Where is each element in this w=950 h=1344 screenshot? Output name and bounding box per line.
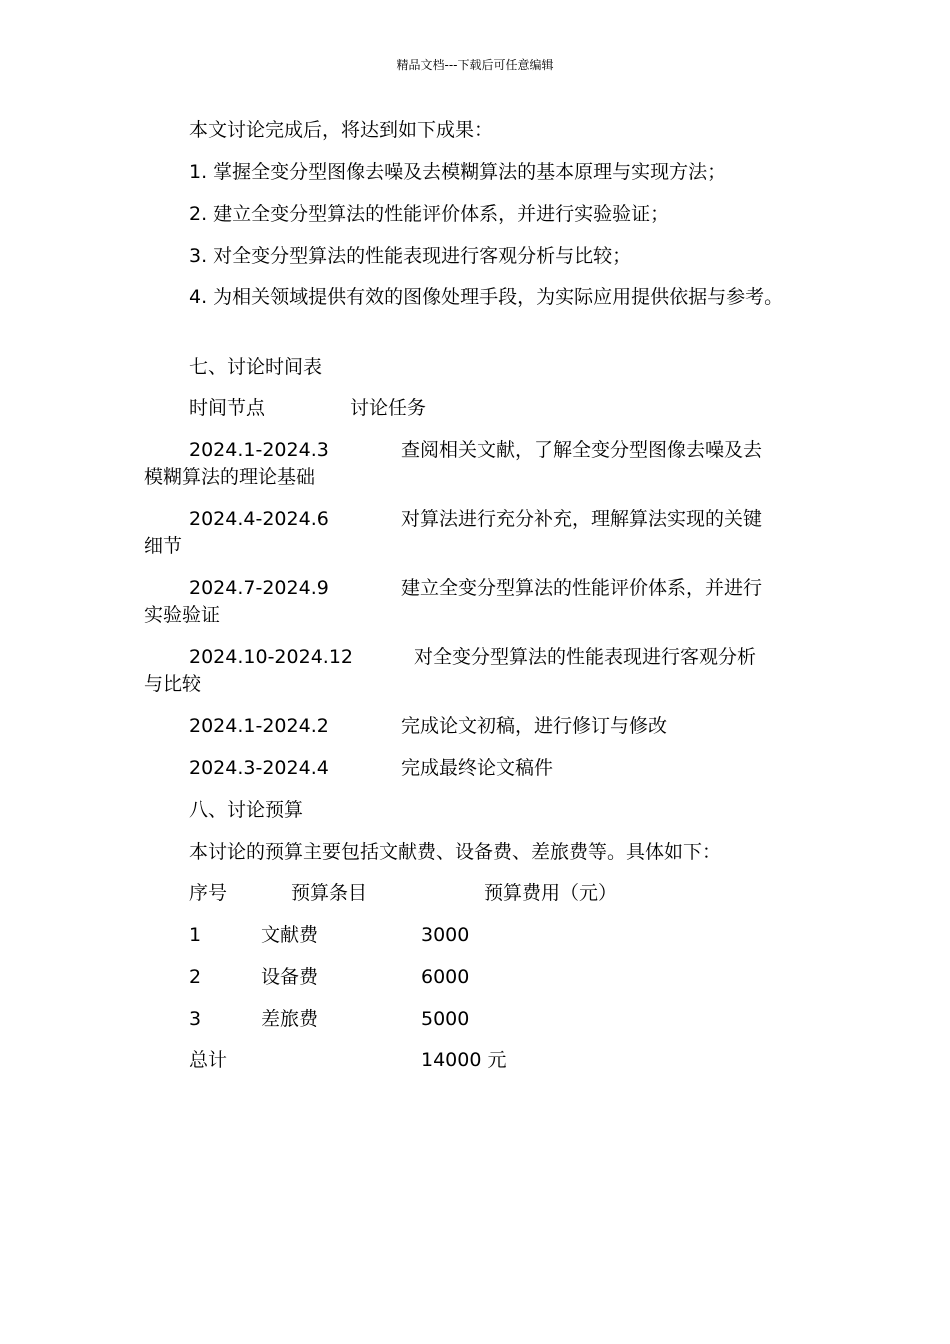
schedule-task: 建立全变分型算法的性能评价体系，并进行 [401, 577, 763, 599]
schedule-task-cont: 实验验证 [144, 604, 221, 626]
intro-paragraph: 本文讨论完成后，将达到如下成果： [189, 119, 494, 141]
budget-total-label: 总计 [189, 1049, 228, 1071]
outcome-item: 2. 建立全变分型算法的性能评价体系，并进行实验验证； [189, 203, 670, 225]
schedule-time: 2024.10-2024.12 [189, 646, 353, 668]
schedule-task-cont: 与比较 [144, 673, 202, 695]
budget-cost: 3000 [421, 924, 470, 946]
budget-intro: 本讨论的预算主要包括文献费、设备费、差旅费等。具体如下： [189, 841, 722, 863]
schedule-time: 2024.4-2024.6 [189, 508, 329, 530]
schedule-task: 对算法进行充分补充，理解算法实现的关键 [401, 508, 763, 530]
budget-item: 差旅费 [261, 1008, 319, 1030]
schedule-time: 2024.1-2024.2 [189, 715, 329, 737]
schedule-task-cont: 模糊算法的理论基础 [144, 466, 316, 488]
schedule-task: 完成论文初稿，进行修订与修改 [401, 715, 668, 737]
schedule-heading: 七、讨论时间表 [189, 356, 323, 378]
budget-total-value: 14000 元 [421, 1049, 507, 1071]
budget-col-item: 预算条目 [291, 882, 368, 904]
schedule-task: 对全变分型算法的性能表现进行客观分析 [414, 646, 757, 668]
schedule-header-row [189, 395, 800, 422]
schedule-col-task: 讨论任务 [350, 397, 427, 419]
outcome-item: 3. 对全变分型算法的性能表现进行客观分析与比较； [189, 245, 632, 267]
schedule-time: 2024.7-2024.9 [189, 577, 329, 599]
outcome-item: 4. 为相关领域提供有效的图像处理手段，为实际应用提供依据与参考。 [189, 286, 784, 308]
schedule-task-cont: 细节 [144, 535, 183, 557]
schedule-col-time: 时间节点 [189, 397, 266, 419]
budget-item: 文献费 [261, 924, 319, 946]
schedule-task: 查阅相关文献，了解全变分型图像去噪及去 [401, 439, 763, 461]
budget-cost: 5000 [421, 1008, 470, 1030]
outcome-item: 1. 掌握全变分型图像去噪及去模糊算法的基本原理与实现方法； [189, 161, 727, 183]
budget-no: 1 [189, 924, 202, 946]
budget-no: 2 [189, 966, 202, 988]
schedule-task: 完成最终论文稿件 [401, 757, 554, 779]
budget-col-cost: 预算费用（元） [484, 882, 618, 904]
budget-no: 3 [189, 1008, 202, 1030]
budget-col-no: 序号 [189, 882, 228, 904]
budget-cost: 6000 [421, 966, 470, 988]
schedule-time: 2024.1-2024.3 [189, 439, 329, 461]
budget-item: 设备费 [261, 966, 319, 988]
schedule-time: 2024.3-2024.4 [189, 757, 329, 779]
budget-heading: 八、讨论预算 [189, 799, 304, 821]
page-header: 精品文档---下载后可任意编辑 [396, 58, 554, 72]
